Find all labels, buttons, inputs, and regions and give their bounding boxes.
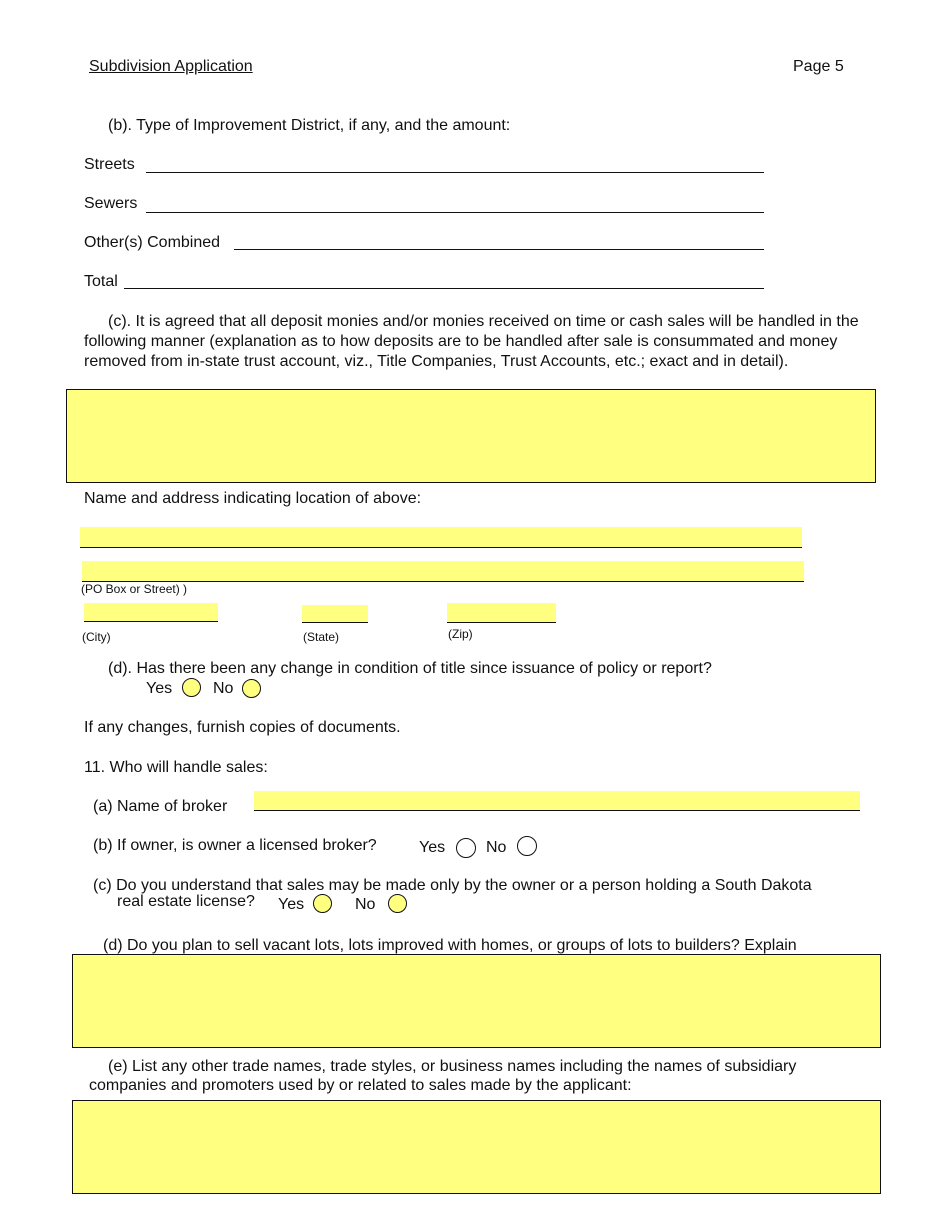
- title-change-yes-radio[interactable]: [182, 678, 201, 697]
- location-label: Name and address indicating location of above:: [84, 490, 422, 507]
- sewers-label: Sewers: [84, 195, 138, 212]
- title-change-question: (d). Has there been any change in condition of title since issuance of policy or report?: [108, 660, 712, 677]
- state-field-underline: [302, 622, 368, 623]
- page-title: Subdivision Application: [89, 58, 253, 75]
- city-field[interactable]: [84, 603, 218, 622]
- title-change-yes-label: Yes: [146, 680, 173, 697]
- trade-names-line1: (e) List any other trade names, trade styles, or business names including the names of subsidiary: [108, 1058, 797, 1075]
- street-field-underline: [82, 581, 804, 582]
- title-change-no-radio[interactable]: [242, 679, 261, 698]
- street-field[interactable]: [82, 561, 804, 582]
- license-no-label: No: [355, 896, 376, 913]
- city-field-underline: [84, 621, 218, 622]
- improvement-district-prompt: (b). Type of Improvement District, if any, and the amount:: [108, 117, 511, 134]
- city-label: (City): [82, 630, 111, 644]
- trade-names-line2: companies and promoters used by or related to sales made by the applicant:: [89, 1077, 632, 1094]
- title-change-no-label: No: [213, 680, 234, 697]
- sell-plan-textarea[interactable]: [72, 954, 881, 1048]
- sell-plan-question: (d) Do you plan to sell vacant lots, lots improved with homes, or groups of lots to builders? Explain: [103, 937, 797, 954]
- zip-label: (Zip): [448, 627, 473, 641]
- trade-names-textarea[interactable]: [72, 1100, 881, 1194]
- license-yes-label: Yes: [278, 896, 305, 913]
- sewers-field[interactable]: [146, 212, 764, 213]
- total-label: Total: [84, 273, 118, 290]
- streets-label: Streets: [84, 156, 135, 173]
- license-no-radio[interactable]: [388, 894, 407, 913]
- sales-handling-heading: 11. Who will handle sales:: [84, 759, 268, 776]
- others-combined-label: Other(s) Combined: [84, 234, 221, 251]
- po-box-label: (PO Box or Street) ): [81, 582, 188, 596]
- furnish-copies-note: If any changes, furnish copies of documents.: [84, 719, 401, 736]
- name-field[interactable]: [80, 527, 802, 548]
- license-yes-radio[interactable]: [313, 894, 332, 913]
- broker-name-field[interactable]: [254, 791, 860, 811]
- name-field-underline: [80, 547, 802, 548]
- page-number: Page 5: [793, 58, 844, 75]
- state-field[interactable]: [302, 605, 368, 623]
- zip-field[interactable]: [447, 603, 556, 622]
- licensed-broker-no-label: No: [486, 839, 507, 856]
- licensed-broker-yes-radio[interactable]: [456, 838, 476, 858]
- total-field[interactable]: [124, 288, 764, 289]
- licensed-broker-question: (b) If owner, is owner a licensed broker?: [93, 837, 377, 854]
- deposit-handling-textarea[interactable]: [66, 389, 876, 483]
- license-question-line2: real estate license?: [117, 893, 255, 910]
- licensed-broker-yes-label: Yes: [419, 839, 446, 856]
- broker-name-underline: [254, 810, 860, 811]
- licensed-broker-no-radio[interactable]: [517, 836, 537, 856]
- broker-name-label: (a) Name of broker: [93, 798, 228, 815]
- streets-field[interactable]: [146, 172, 764, 173]
- license-question-line1: (c) Do you understand that sales may be made only by the owner or a person holding a South Dakota: [93, 877, 812, 894]
- zip-field-underline: [447, 622, 556, 623]
- others-combined-field[interactable]: [234, 249, 764, 250]
- state-label: (State): [303, 630, 340, 644]
- deposit-handling-text: (c). It is agreed that all deposit monies and/or monies received on time or cash sales will be handled in the following manner (explanation as to how deposits are to be handled after sale is consummated and money removed from in-state trust account, viz., Title Companies, Trust Accounts, etc.; exact and in detail).: [84, 313, 859, 370]
